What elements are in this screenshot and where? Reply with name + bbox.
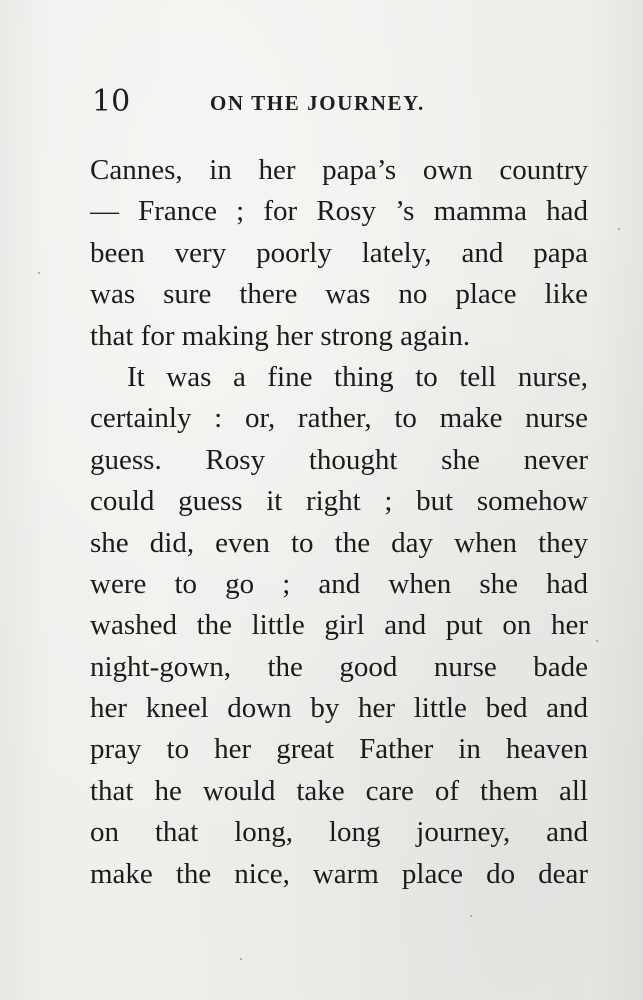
text-line: her kneel down by her little bed and bbox=[90, 692, 588, 725]
page-header bbox=[92, 82, 472, 122]
text-line: that he would take care of them all bbox=[90, 774, 588, 807]
text-line: were to go ; and when she had bbox=[90, 567, 588, 600]
text-line: night-gown, the good nurse bade bbox=[90, 650, 588, 683]
body-text bbox=[90, 150, 588, 910]
text-line: Cannes, in her papa’s own country bbox=[90, 154, 588, 186]
paper-speck bbox=[618, 228, 620, 230]
text-line: been very poorly lately, and papa bbox=[90, 236, 588, 269]
text-line: make the nice, warm place do dear bbox=[90, 857, 588, 890]
text-line: — France ; for Rosy ’s mamma had bbox=[90, 195, 588, 228]
text-line: pray to her great Father in heaven bbox=[90, 733, 588, 766]
text-line: guess. Rosy thought she never bbox=[90, 443, 588, 476]
paper-speck bbox=[38, 272, 40, 274]
text-line: could guess it right ; but somehow bbox=[90, 485, 588, 518]
text-line: It was a fine thing to tell nurse, bbox=[127, 360, 588, 393]
paper-speck bbox=[240, 958, 242, 960]
text-line: on that long, long journey, and bbox=[90, 816, 588, 849]
text-line: was sure there was no place like bbox=[90, 278, 588, 311]
running-title: ON THE JOURNEY. bbox=[210, 91, 425, 115]
text-line: that for making her strong again. bbox=[90, 319, 471, 352]
paper-speck bbox=[596, 640, 598, 642]
text-line: certainly : or, rather, to make nurse bbox=[90, 402, 588, 435]
paper-speck bbox=[470, 915, 472, 917]
text-line: washed the little girl and put on her bbox=[90, 609, 588, 642]
page-number: 10 bbox=[92, 84, 131, 119]
text-line: she did, even to the day when they bbox=[90, 526, 588, 559]
